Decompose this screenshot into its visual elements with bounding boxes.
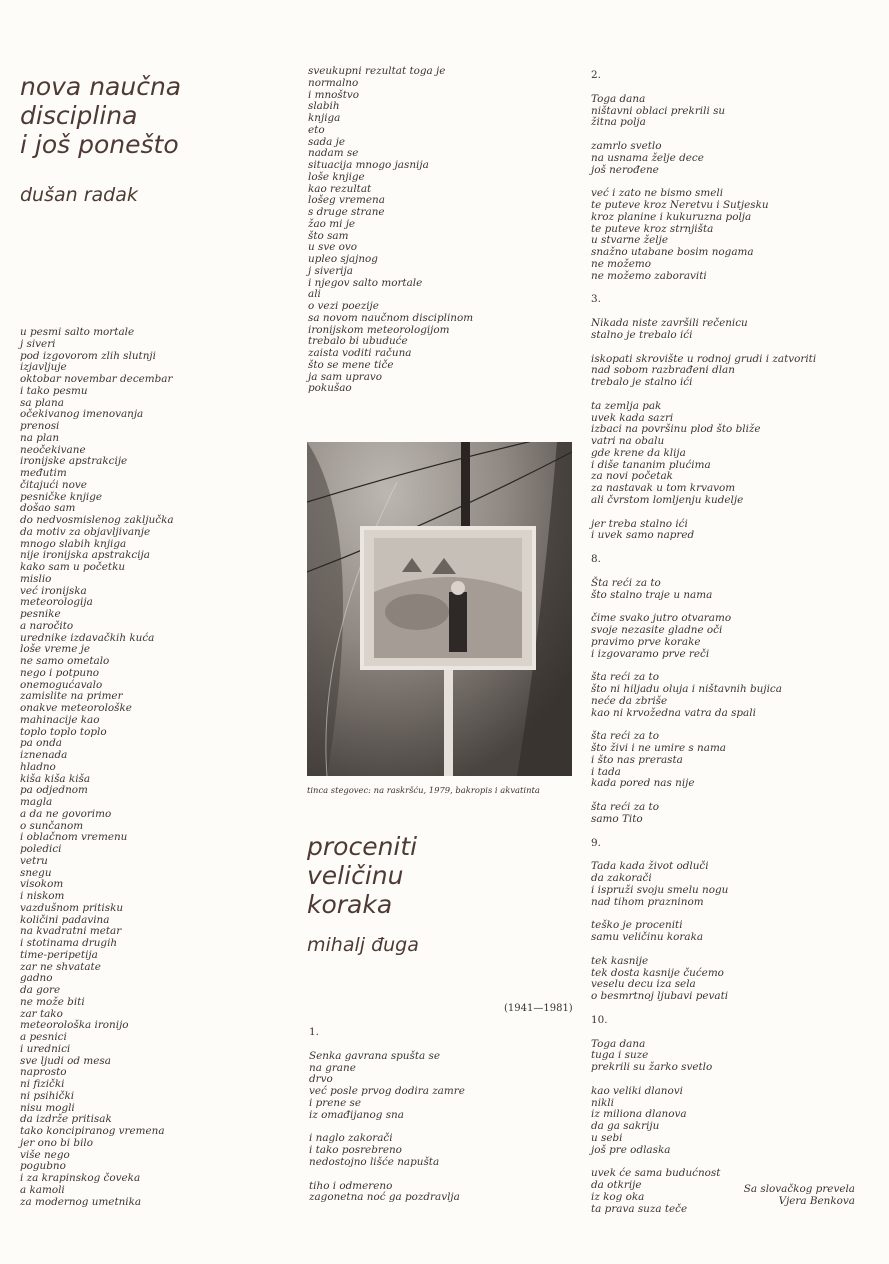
poem-line: slabih	[308, 100, 340, 113]
translator-line: Sa slovačkog prevela	[743, 1183, 855, 1195]
poem1-author: dušan radak	[20, 184, 138, 206]
poem-line: što sam	[308, 229, 349, 242]
poem-line: onemogućavalo	[20, 678, 103, 691]
poem-line: već ironijska	[20, 584, 87, 597]
poem-line: i diše tananim plućima	[591, 458, 711, 471]
poem-line: iz omađijanog sna	[309, 1108, 404, 1121]
poem-line: kada pored nas nije	[591, 777, 695, 790]
poem-line: već posle prvog dodira zamre	[309, 1085, 465, 1097]
poem-line: meteorološka ironijo	[20, 1019, 129, 1032]
poem-line: samu veličinu koraka	[591, 931, 704, 943]
poem-line: iskopati skrovište u rodnoj grudi i zatvoriti	[591, 352, 817, 365]
poem-line: ali čvrstom lomljenju kudelje	[591, 493, 744, 506]
poem-line: pa odjednom	[20, 784, 88, 797]
poem-line: i stotinama drugih	[20, 937, 118, 949]
poem-line: međutim	[20, 467, 67, 479]
poem-line: situacija mnogo jasnija	[308, 159, 429, 171]
poem-line: jer ono bi bilo	[20, 1136, 93, 1149]
poem-line: na plan	[20, 431, 60, 444]
poem-line: normalno	[308, 76, 359, 89]
stanza-gap	[591, 389, 816, 401]
poem-line: ta prava suza teče	[591, 1202, 688, 1215]
poem-line: u stvarne želje	[591, 234, 668, 247]
poem1-column-middle	[308, 66, 473, 395]
poem2-title-line: proceniti	[307, 832, 418, 861]
poem-line: o vezi poezije	[308, 300, 379, 312]
poem-line: sada je	[308, 135, 346, 148]
poem-line: iznenada	[20, 749, 68, 761]
poem-line: Tada kada život odluči	[591, 860, 709, 873]
poem-line: za modernog umetnika	[20, 1195, 142, 1208]
poem-line: da gore	[20, 984, 61, 996]
section-number: 10.	[591, 1013, 608, 1026]
poem-line: čitajući nove	[20, 478, 87, 491]
poem1-title-line: disciplina	[20, 101, 138, 130]
poem-line: ironijske apstrakcije	[20, 455, 128, 468]
poem-line: ne samo ometalo	[20, 655, 110, 667]
artwork-image	[307, 442, 572, 776]
poem2-author: mihalj đuga	[307, 934, 419, 956]
poem1-column-left	[20, 327, 174, 1208]
poem-line: i što nas prerasta	[591, 753, 683, 766]
poem-line: ni psihički	[20, 1089, 75, 1102]
poem-line: samo Tito	[591, 812, 643, 825]
poem-line: mislio	[20, 572, 52, 585]
poem-line: i izgovaramo prve reči	[591, 647, 710, 660]
poem-line: pogubno	[20, 1160, 66, 1173]
poem-line: šta reći za to	[591, 671, 659, 684]
poem-line: u sve ovo	[308, 241, 358, 254]
poem-line: šta reći za to	[591, 730, 659, 743]
poem-line: i oblačnom vremenu	[20, 831, 128, 844]
poem-line: time-peripetija	[20, 948, 98, 961]
poem-line: nisu mogli	[20, 1101, 75, 1114]
poem-line: tek kasnije	[591, 954, 649, 967]
poem-line: iz kog oka	[591, 1190, 645, 1203]
poem-line: i niskom	[20, 890, 65, 902]
section-number: 3.	[591, 293, 601, 306]
poem2-column-middle	[309, 1027, 465, 1204]
poem-line: da ga sakriju	[591, 1120, 660, 1132]
poem-line: pravimo prve korake	[591, 635, 701, 648]
stanza-gap	[591, 566, 816, 578]
poem-line: onakve meteorološke	[20, 702, 132, 714]
poem-line: Toga dana	[591, 92, 646, 105]
poem2-title-line: koraka	[307, 890, 393, 919]
poem-line: još nerođene	[591, 163, 659, 176]
poem-line: šta reći za to	[591, 801, 659, 813]
poem-line: pokušao	[308, 382, 352, 395]
poem-line: te puteve kroz Neretvu i Sutjesku	[591, 199, 769, 211]
poem-line: trebalo je stalno ići	[591, 376, 693, 388]
poem-line: zar ne shvatate	[20, 960, 101, 973]
poem-line: i ispruži svoju smelu nogu	[591, 883, 729, 896]
poem-line: za nastavak u tom krvavom	[591, 482, 736, 494]
stanza-gap	[591, 507, 816, 519]
poem-line: tuga i suze	[591, 1049, 649, 1062]
poem-line: i mnoštvo	[308, 88, 360, 101]
translator-credit	[700, 1183, 855, 1207]
poem-line: o sunčanom	[20, 819, 84, 832]
poem-line: j siverija	[308, 264, 353, 277]
poem-line: i naglo zakorači	[309, 1132, 393, 1145]
poem-line: da motiv za objavljivanje	[20, 525, 151, 538]
poem-line: žao mi je	[308, 217, 356, 230]
poem-line: nego i potpuno	[20, 666, 100, 679]
poem-line: i tako posrebreno	[309, 1144, 402, 1156]
poem-line: knjiga	[308, 112, 341, 124]
poem-line: do nedvosmislenog zaključka	[20, 514, 174, 526]
poem-line: kako sam u početku	[20, 561, 126, 573]
poem-line: a kamoli	[20, 1183, 65, 1196]
poem-line: u pesmi salto mortale	[20, 326, 135, 338]
poem-line: pa onda	[20, 737, 62, 750]
poem-line: a pesnici	[20, 1031, 67, 1043]
poem1-title-line: nova naučna	[20, 72, 182, 101]
poem-line: toplo toplo toplo	[20, 725, 107, 738]
poem-line: ali	[308, 288, 321, 301]
poem-line: upleo sjajnog	[308, 253, 378, 265]
stanza-gap	[591, 82, 816, 94]
poem-line: i tako pesmu	[20, 384, 88, 397]
poem-line: zamislite na primer	[20, 690, 123, 703]
poem2-years: (1941—1981)	[504, 1003, 573, 1014]
poem-line: ta zemlja pak	[591, 399, 662, 412]
poem-line: prekrili su žarko svetlo	[591, 1061, 713, 1073]
poem-line: ne možemo zaboraviti	[591, 269, 707, 282]
poem-line: prenosi	[20, 420, 60, 432]
stanza-gap	[309, 1169, 465, 1181]
poem-line: poledici	[20, 843, 62, 855]
poem-line: na usnama želje dece	[591, 151, 704, 164]
poem-line: žitna polja	[591, 116, 646, 129]
poem-line: sveukupni rezultat toga je	[308, 65, 446, 77]
poem-line: hladno	[20, 760, 56, 773]
stanza-gap	[591, 342, 816, 354]
section-number: 1.	[309, 1026, 319, 1038]
poem-line: uvek kada sazri	[591, 411, 674, 424]
poem-line: što ni hiljadu oluja i ništavnih bujica	[591, 683, 782, 695]
poem-line: snažno utabane bosim nogama	[591, 246, 754, 258]
poem-line: sve ljudi od mesa	[20, 1054, 111, 1067]
poem-line: sa plana	[20, 396, 64, 409]
poem-line: a naročito	[20, 619, 74, 632]
poem-line: zamrlo svetlo	[591, 140, 662, 152]
poem-line: još pre odlaska	[591, 1143, 671, 1156]
poem-line: i uvek samo napred	[591, 529, 695, 542]
poem-line: nije ironijska apstrakcija	[20, 549, 150, 562]
poem-line: eto	[308, 123, 325, 136]
poem-line: nikli	[591, 1096, 614, 1109]
poem-line: ja sam upravo	[308, 370, 383, 383]
poem-line: tako koncipiranog vremena	[20, 1125, 165, 1137]
stanza-gap	[591, 1074, 816, 1086]
poem-line: magla	[20, 796, 53, 808]
poem-line: vazdušnom pritisku	[20, 901, 124, 914]
stanza-gap	[591, 1003, 816, 1015]
artwork-caption: tinca stegovec: na raskršću, 1979, bakropis i akvatinta	[307, 785, 540, 795]
poem-line: na grane	[309, 1061, 356, 1074]
poem-line: loše vreme je	[20, 643, 91, 656]
poem-line: svoje nezasite gladne oči	[591, 624, 723, 636]
poem-line: tek dosta kasnije čućemo	[591, 966, 724, 979]
poem-line: meteorologija	[20, 596, 93, 609]
poem-line: očekivanog imenovanja	[20, 408, 144, 421]
stanza-gap	[591, 282, 816, 294]
poem-line: mnogo slabih knjiga	[20, 537, 127, 550]
poem-line: ironijskom meteorologijom	[308, 323, 450, 336]
poem-line: već i zato ne bismo smeli	[591, 187, 724, 200]
poem-line: kao veliki dlanovi	[591, 1084, 683, 1097]
poem-line: više nego	[20, 1148, 70, 1161]
poem-line: došao sam	[20, 502, 76, 515]
poem-line: oktobar novembar decembar	[20, 373, 173, 385]
poem-line: i prene se	[309, 1096, 362, 1109]
poem-line: kroz planine i kukuruzna polja	[591, 210, 752, 223]
poem-line: ne možemo	[591, 257, 651, 270]
poem-line: kao ni krvožedna vatra da spali	[591, 706, 756, 719]
poem1-title	[20, 72, 181, 159]
poem-line: ni fizički	[20, 1078, 65, 1090]
poem-line: i njegov salto mortale	[308, 276, 423, 289]
poem-line: ne može biti	[20, 995, 85, 1008]
poem-line: što živi i ne umire s nama	[591, 742, 726, 754]
poem-line: za novi početak	[591, 470, 673, 483]
poem-line: nad tihom prazninom	[591, 895, 704, 908]
poem-line: što stalno traje u nama	[591, 588, 713, 601]
stanza-gap	[591, 1027, 816, 1039]
poem-line: da otkrije	[591, 1179, 642, 1191]
stanza-gap	[591, 944, 816, 956]
poem-line: uvek će sama budućnost	[591, 1167, 721, 1180]
poem-line: vetru	[20, 854, 48, 867]
poem-line: trebalo bi ubuduće	[308, 335, 408, 348]
stanza-gap	[309, 1039, 465, 1051]
poem-line: te puteve kroz strnjišta	[591, 222, 714, 235]
poem-line: na kvadratni metar	[20, 925, 122, 938]
poem-line: loše knjige	[308, 170, 365, 183]
poem-line: u sebi	[591, 1131, 623, 1144]
poem-line: gadno	[20, 972, 53, 985]
poem-line: Šta reći za to	[591, 576, 661, 589]
poem-line: nedostojno lišće napušta	[309, 1155, 440, 1168]
poem-line: urednike izdavačkih kuća	[20, 631, 155, 644]
poem-line: Nikada niste završili rečenicu	[591, 317, 748, 329]
poem-line: iz miliona dlanova	[591, 1108, 687, 1121]
poem-line: snegu	[20, 866, 52, 879]
section-number: 8.	[591, 553, 601, 565]
poem-line: da izdrže pritisak	[20, 1113, 112, 1126]
poem-line: mahinacije kao	[20, 713, 100, 726]
poem-line: što se mene tiče	[308, 358, 394, 371]
poem-line: izjavljuje	[20, 361, 67, 374]
poem-line: pesnike	[20, 608, 61, 620]
artwork-etching	[307, 442, 572, 776]
poem-line: pod izgovorom zlih slutnji	[20, 349, 156, 362]
poem-line: veselu decu iza sela	[591, 978, 696, 991]
poem-line: o besmrtnoj ljubavi pevati	[591, 990, 729, 1002]
poem-line: da zakorači	[591, 872, 652, 884]
poem-line: visokom	[20, 878, 64, 891]
poem-line: neočekivane	[20, 443, 86, 456]
stanza-gap	[591, 826, 816, 838]
poem-line: Senka gavrana spušta se	[309, 1049, 440, 1062]
poem-line: nadam se	[308, 147, 359, 160]
poem-line: kao rezultat	[308, 182, 372, 195]
poem-line: izbaci na površinu plod što bliže	[591, 423, 761, 436]
poem-line: Toga dana	[591, 1037, 646, 1050]
poem-line: vatri na obalu	[591, 435, 665, 447]
poem-line: kiša kiša kiša	[20, 772, 91, 785]
poem-line: a da ne govorimo	[20, 807, 112, 820]
poem-line: i urednici	[20, 1042, 71, 1055]
poem-line: čime svako jutro otvaramo	[591, 612, 732, 625]
poem-line: pesničke knjige	[20, 490, 103, 503]
poem-line: gde krene da klija	[591, 446, 686, 459]
poem-line: zagonetna noć ga pozdravlja	[309, 1191, 460, 1204]
poem-line: ništavni oblaci prekrili su	[591, 104, 726, 117]
poem-line: zaista voditi računa	[308, 347, 412, 359]
poem-line: tiho i odmereno	[309, 1179, 393, 1192]
poem-line: stalno je trebalo ići	[591, 328, 693, 341]
poem-line: j siveri	[20, 337, 56, 350]
poem-line: lošeg vremena	[308, 194, 385, 207]
section-number: 9.	[591, 836, 601, 849]
poem-line: jer treba stalno ići	[591, 517, 688, 530]
poem-line: drvo	[309, 1073, 333, 1086]
stanza-gap	[591, 542, 816, 554]
poem2-column-right	[591, 70, 816, 1215]
poem-line: nad sobom razbrađeni dlan	[591, 364, 735, 377]
section-number: 2.	[591, 69, 601, 81]
poem-line: teško je proceniti	[591, 919, 683, 932]
translator-line: Vjera Benkova	[778, 1195, 855, 1207]
poem-line: zar tako	[20, 1007, 63, 1020]
poem-line: i tada	[591, 765, 621, 778]
poem-line: sa novom naučnom disciplinom	[308, 311, 474, 324]
poem-line: naprosto	[20, 1066, 67, 1079]
poem-line: s druge strane	[308, 206, 385, 218]
poem1-title-line: i još ponešto	[20, 130, 179, 159]
poem2-title	[307, 832, 417, 919]
poem-line: neće da zbriše	[591, 694, 668, 707]
poem-line: i za krapinskog čoveka	[20, 1172, 141, 1184]
poem2-title-line: veličinu	[307, 861, 404, 890]
poem-line: količini padavina	[20, 913, 110, 926]
